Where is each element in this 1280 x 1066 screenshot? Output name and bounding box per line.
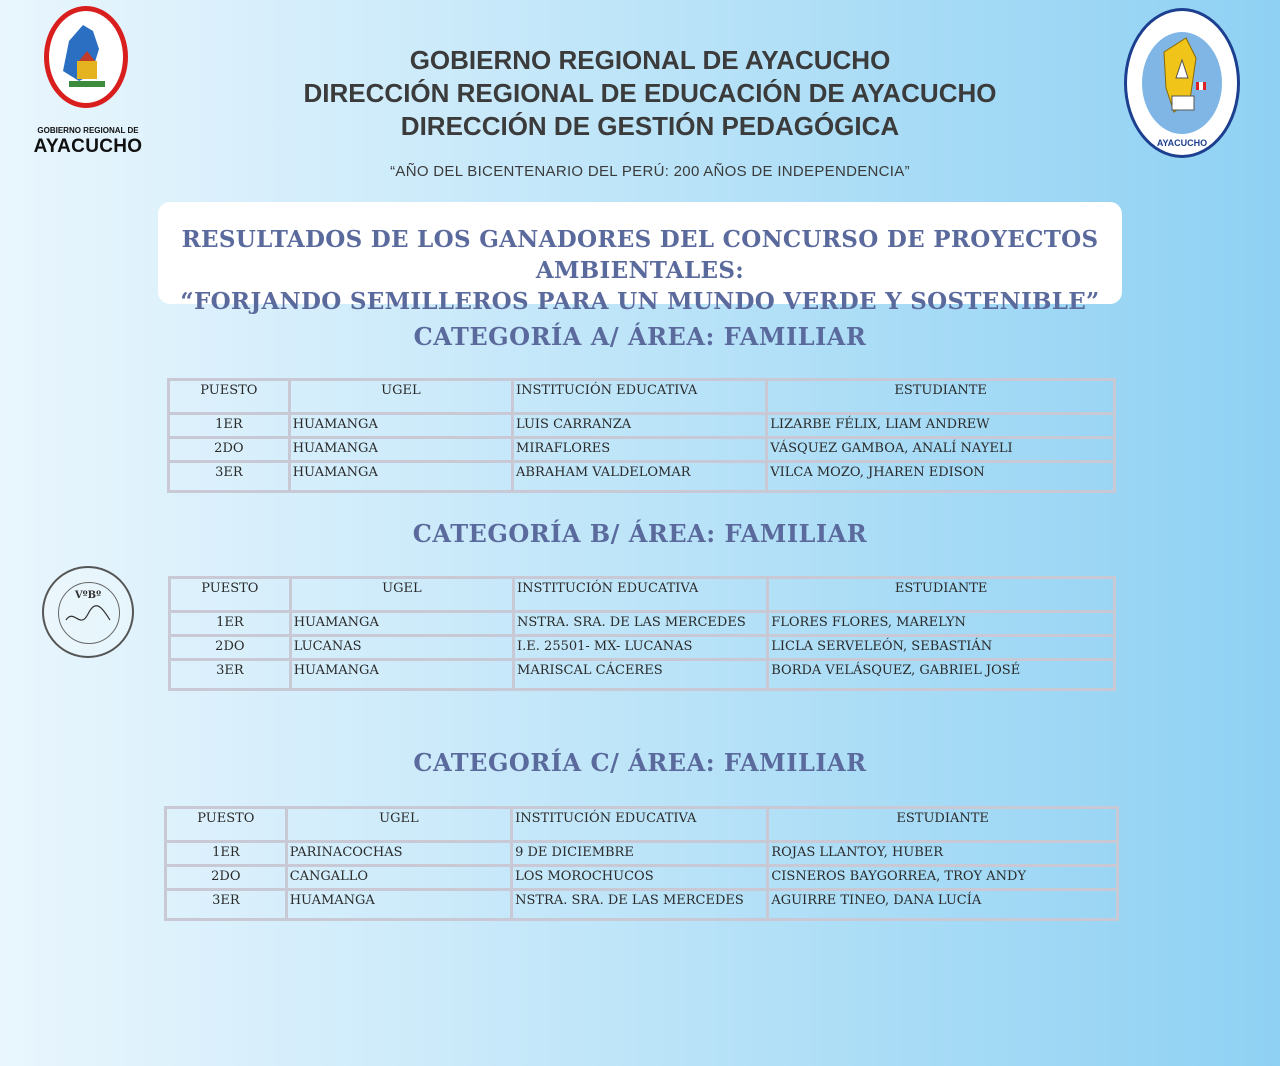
cell-institucion: ABRAHAM VALDELOMAR <box>513 462 767 492</box>
cell-institucion: I.E. 25501- MX- LUCANAS <box>514 636 768 660</box>
cell-institucion: NSTRA. SRA. DE LAS MERCEDES <box>514 612 768 636</box>
header-line-1: GOBIERNO REGIONAL DE AYACUCHO <box>409 45 891 75</box>
column-header-ugel: UGEL <box>290 578 513 612</box>
table-row <box>170 636 1115 660</box>
cell-puesto: 2DO <box>169 438 290 462</box>
cell-institucion: LUIS CARRANZA <box>513 414 767 438</box>
cell-puesto: 2DO <box>166 866 287 890</box>
cell-puesto: 3ER <box>166 890 287 920</box>
cell-estudiante: LICLA SERVELEÓN, SEBASTIÁN <box>768 636 1115 660</box>
header-motto: “AÑO DEL BICENTENARIO DEL PERÚ: 200 AÑOS DE INDEPENDENCIA” <box>390 163 910 180</box>
cell-estudiante: BORDA VELÁSQUEZ, GABRIEL JOSÉ <box>768 660 1115 690</box>
cell-institucion: 9 DE DICIEMBRE <box>512 842 768 866</box>
emblem-icon <box>49 11 123 103</box>
table-header-row <box>169 380 1115 414</box>
cell-ugel: HUAMANGA <box>289 414 512 438</box>
category-a-table <box>167 378 1116 493</box>
page-header <box>160 44 1140 180</box>
column-header-ugel: UGEL <box>286 808 511 842</box>
cell-puesto: 1ER <box>169 414 290 438</box>
cell-ugel: PARINACOCHAS <box>286 842 511 866</box>
column-header-institucion: INSTITUCIÓN EDUCATIVA <box>512 808 768 842</box>
approval-seal <box>42 566 134 658</box>
cell-ugel: CANGALLO <box>286 866 511 890</box>
column-header-estudiante: ESTUDIANTE <box>768 808 1118 842</box>
cell-puesto: 3ER <box>170 660 291 690</box>
category-a-heading: CATEGORÍA A/ ÁREA: FAMILIAR <box>413 322 867 351</box>
cell-puesto: 2DO <box>170 636 291 660</box>
column-header-puesto: PUESTO <box>169 380 290 414</box>
column-header-institucion: INSTITUCIÓN EDUCATIVA <box>514 578 768 612</box>
category-b-heading: CATEGORÍA B/ ÁREA: FAMILIAR <box>412 519 868 548</box>
cell-puesto: 1ER <box>170 612 291 636</box>
table-row <box>170 612 1115 636</box>
cell-ugel: LUCANAS <box>290 636 513 660</box>
cell-estudiante: FLORES FLORES, MARELYN <box>768 612 1115 636</box>
header-line-3: DIRECCIÓN DE GESTIÓN PEDAGÓGICA <box>400 111 900 141</box>
column-header-estudiante: ESTUDIANTE <box>768 578 1115 612</box>
table-row <box>169 414 1115 438</box>
cell-institucion: LOS MOROCHUCOS <box>512 866 768 890</box>
cell-ugel: HUAMANGA <box>289 438 512 462</box>
cell-estudiante: AGUIRRE TINEO, DANA LUCÍA <box>768 890 1118 920</box>
cell-estudiante: LIZARBE FÉLIX, LIAM ANDREW <box>767 414 1115 438</box>
cell-ugel: HUAMANGA <box>290 612 513 636</box>
cell-ugel: HUAMANGA <box>286 890 511 920</box>
category-b-table <box>168 576 1116 691</box>
table-header-row <box>166 808 1118 842</box>
table-row <box>169 462 1115 492</box>
seal-vobo-text: VºBº <box>74 590 102 601</box>
results-title-line-1: RESULTADOS DE LOS GANADORES DEL CONCURSO DE PROYECTOS AMBIENTALES: <box>181 226 1099 284</box>
category-c-table <box>164 806 1119 921</box>
cell-institucion: MARISCAL CÁCERES <box>514 660 768 690</box>
cell-estudiante: ROJAS LLANTOY, HUBER <box>768 842 1118 866</box>
cell-estudiante: CISNEROS BAYGORREA, TROY ANDY <box>768 866 1118 890</box>
cell-ugel: HUAMANGA <box>289 462 512 492</box>
table-row <box>166 890 1118 920</box>
emblem-ring <box>44 6 128 108</box>
drea-logo <box>1124 8 1240 158</box>
cell-institucion: NSTRA. SRA. DE LAS MERCEDES <box>512 890 768 920</box>
category-c-heading: CATEGORÍA C/ ÁREA: FAMILIAR <box>413 748 867 777</box>
results-title-box <box>158 202 1122 315</box>
cell-institucion: MIRAFLORES <box>513 438 767 462</box>
column-header-puesto: PUESTO <box>166 808 287 842</box>
signature-icon <box>44 568 132 656</box>
table-row <box>170 660 1115 690</box>
cell-estudiante: VILCA MOZO, JHAREN EDISON <box>767 462 1115 492</box>
cell-ugel: HUAMANGA <box>290 660 513 690</box>
cell-puesto: 1ER <box>166 842 287 866</box>
column-header-institucion: INSTITUCIÓN EDUCATIVA <box>513 380 767 414</box>
cell-puesto: 3ER <box>169 462 290 492</box>
table-row <box>166 866 1118 890</box>
column-header-estudiante: ESTUDIANTE <box>767 380 1115 414</box>
column-header-ugel: UGEL <box>289 380 512 414</box>
cell-estudiante: VÁSQUEZ GAMBOA, ANALÍ NAYELI <box>767 438 1115 462</box>
table-row <box>166 842 1118 866</box>
gobierno-regional-logo <box>26 6 150 156</box>
logo-text-large: AYACUCHO <box>33 136 143 157</box>
column-header-puesto: PUESTO <box>170 578 291 612</box>
logo-text-small: GOBIERNO REGIONAL DE <box>37 126 139 135</box>
drea-logo-bottom-text: AYACUCHO <box>1156 138 1208 148</box>
results-title-line-2: “FORJANDO SEMILLEROS PARA UN MUNDO VERDE Y SOSTENIBLE” <box>180 288 1100 315</box>
header-line-2: DIRECCIÓN REGIONAL DE EDUCACIÓN DE AYACUCHO <box>303 78 997 108</box>
table-header-row <box>170 578 1115 612</box>
drea-emblem-icon <box>1124 8 1240 158</box>
table-row <box>169 438 1115 462</box>
